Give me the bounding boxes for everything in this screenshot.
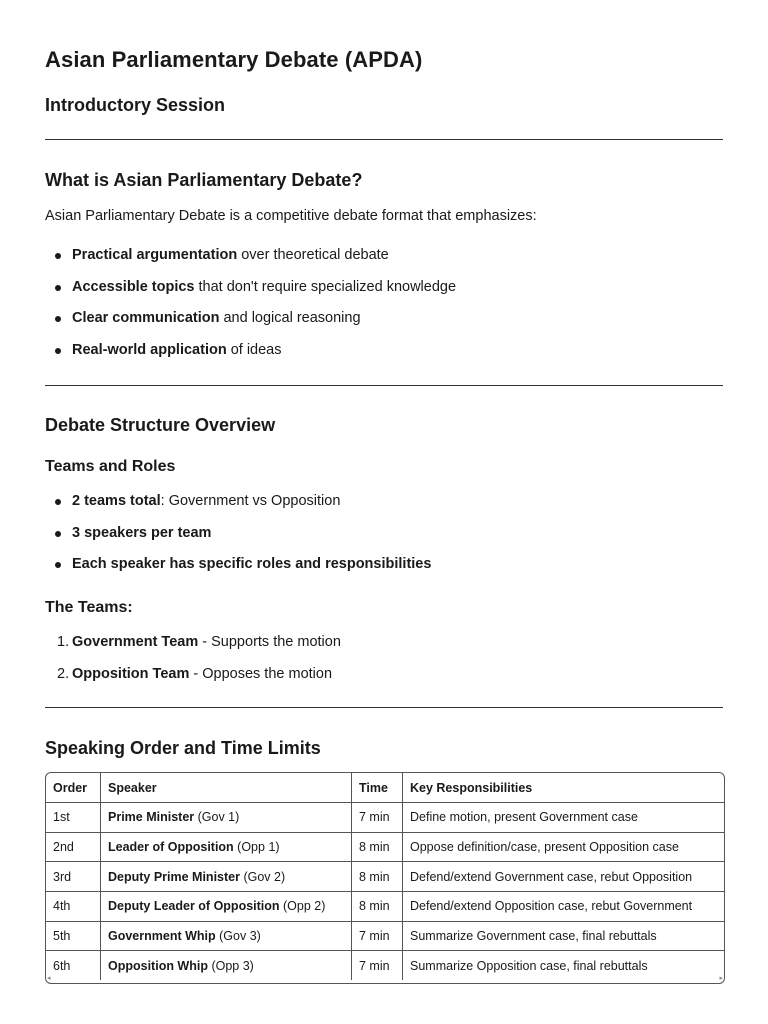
cell-speaker: Deputy Prime Minister (Gov 2) (101, 862, 352, 892)
table-row (46, 803, 724, 833)
list-item: Practical argumentation over theoretical debate (45, 245, 456, 277)
features-list (45, 245, 456, 372)
scroll-left-arrow-icon[interactable]: ◂ (47, 975, 51, 982)
speaking-order-table (46, 773, 724, 980)
table-row (46, 832, 724, 862)
cell-time: 8 min (352, 892, 403, 922)
column-header-responsibilities: Key Responsibilities (403, 773, 725, 803)
list-item: Real-world application of ideas (45, 340, 456, 372)
cell-responsibilities: Summarize Opposition case, final rebuttals (410, 958, 648, 973)
cell-responsibilities: Defend/extend Government case, rebut Opposition (403, 862, 725, 892)
teams-list (45, 632, 341, 696)
horizontal-scrollbar[interactable] (46, 973, 724, 983)
list-item: 2 teams total: Government vs Opposition (45, 491, 431, 523)
table-header-row (46, 773, 724, 803)
cell-order: 4th (46, 892, 101, 922)
section-title-speaking-order: Speaking Order and Time Limits (45, 738, 321, 758)
list-item: 3 speakers per team (45, 523, 431, 555)
cell-order: 3rd (46, 862, 101, 892)
list-item: Each speaker has specific roles and responsibilities (45, 554, 431, 586)
page-subtitle: Introductory Session (45, 95, 226, 115)
cell-order: 5th (46, 921, 101, 951)
roles-list (45, 491, 431, 586)
divider (45, 707, 723, 708)
column-header-time: Time (352, 773, 403, 803)
column-header-order: Order (46, 773, 101, 803)
section-title-what-is: What is Asian Parliamentary Debate? (45, 170, 363, 190)
page-title: Asian Parliamentary Debate (APDA) (45, 47, 423, 72)
column-header-speaker: Speaker (101, 773, 352, 803)
cell-responsibilities: Oppose definition/case, present Opposition case (403, 832, 725, 862)
section-title-structure: Debate Structure Overview (45, 415, 276, 435)
bullet-icon (55, 253, 61, 259)
subsection-title-teams: The Teams: (45, 599, 133, 616)
cell-responsibilities: Defend/extend Opposition case, rebut Government (403, 892, 725, 922)
list-item: Accessible topics that don't require specialized knowledge (45, 277, 456, 309)
cell-time: 7 min (352, 921, 403, 951)
list-item: 2. Opposition Team - Opposes the motion (57, 666, 333, 682)
list-item: Clear communication and logical reasoning (45, 308, 456, 340)
divider (45, 139, 723, 140)
cell-speaker: Leader of Opposition (Opp 1) (101, 832, 352, 862)
section-intro-text: Asian Parliamentary Debate is a competitive debate format that emphasizes: (45, 208, 537, 224)
cell-responsibilities: Define motion, present Government case (403, 803, 725, 833)
cell-speaker: Deputy Leader of Opposition (Opp 2) (101, 892, 352, 922)
bullet-icon (55, 285, 61, 291)
list-item: 1. Government Team - Supports the motion (57, 634, 341, 650)
cell-speaker: Opposition Whip (Opp 3) (101, 951, 352, 980)
cell-speaker: Government Whip (Gov 3) (101, 921, 352, 951)
cell-speaker: Prime Minister (Gov 1) (101, 803, 352, 833)
cell-order: 6th (46, 951, 101, 980)
cell-order: 1st (46, 803, 101, 833)
bullet-icon (55, 348, 61, 354)
cell-time: 7 min (352, 803, 403, 833)
speaking-order-table-container (45, 772, 725, 984)
cell-time: 8 min (352, 832, 403, 862)
bullet-icon (55, 499, 61, 505)
bullet-icon (55, 531, 61, 537)
bullet-icon (55, 562, 61, 568)
cell-time: 8 min (352, 862, 403, 892)
subsection-title-teams-roles: Teams and Roles (45, 458, 176, 475)
table-row (46, 892, 724, 922)
scroll-right-arrow-icon[interactable]: ▸ (719, 975, 723, 982)
cell-order: 2nd (46, 832, 101, 862)
table-row (46, 921, 724, 951)
divider (45, 385, 723, 386)
cell-responsibilities: Summarize Government case, final rebuttals (403, 921, 725, 951)
table-row (46, 862, 724, 892)
bullet-icon (55, 316, 61, 322)
cell-time: 7 min (352, 951, 403, 980)
